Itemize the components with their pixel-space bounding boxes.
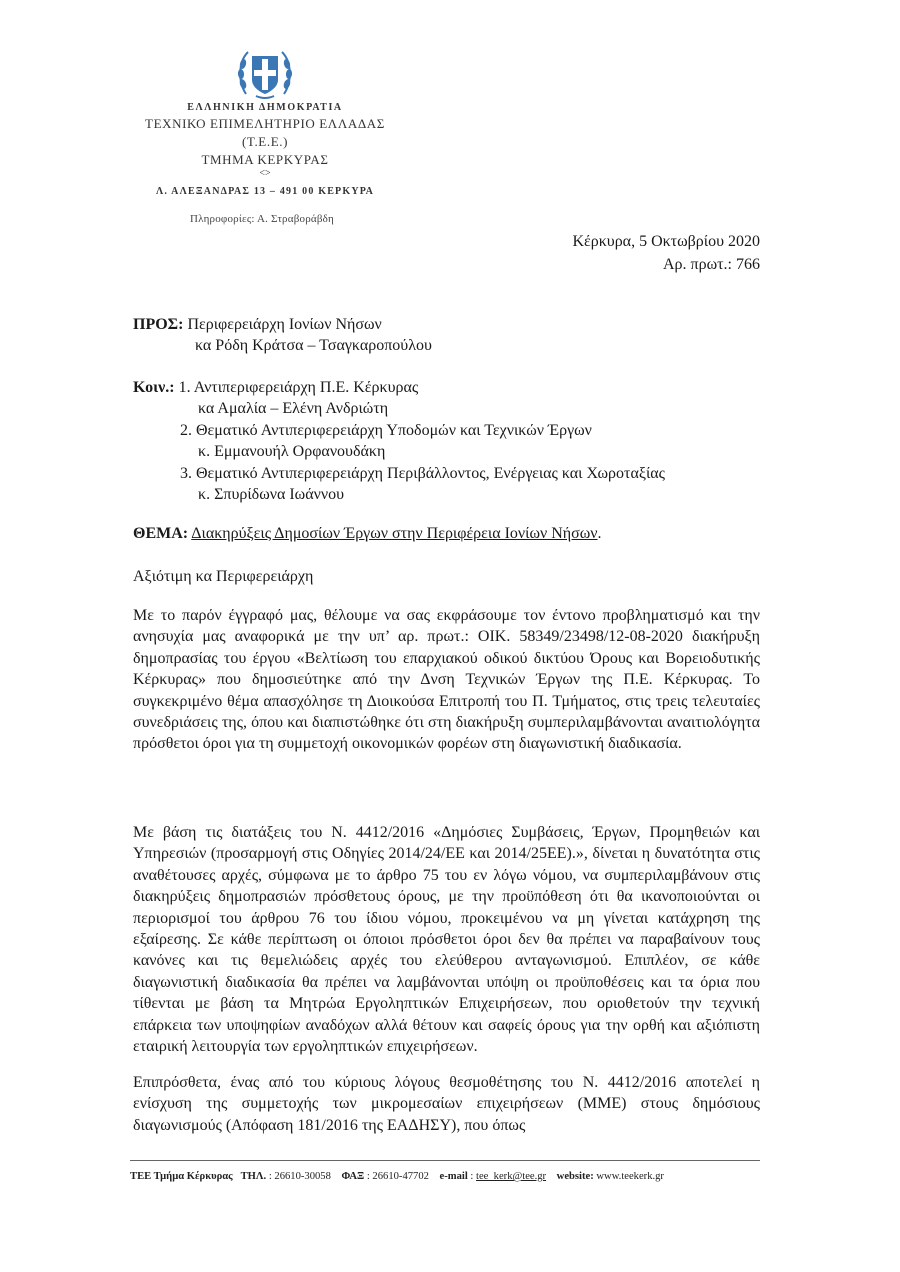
cc-item-number: 1. xyxy=(178,379,191,396)
footer-fax: : 26610-47702 xyxy=(366,1171,429,1182)
footer-fax-label: ΦΑΞ xyxy=(341,1171,365,1182)
cc-label: Κοιν.: xyxy=(133,379,175,396)
footer-email-link[interactable]: tee_kerk@tee.gr xyxy=(476,1171,547,1182)
footer-divider xyxy=(130,1160,760,1161)
cc-item-title: Αντιπεριφερειάρχη Π.Ε. Κέρκυρας xyxy=(193,379,419,396)
date-block xyxy=(572,230,760,276)
cc-item-name: κα Αμαλία – Ελένη Ανδριώτη xyxy=(198,400,389,418)
recipient-name: κα Ρόδη Κράτσα – Τσαγκαροπούλου xyxy=(195,337,432,355)
recipient-block xyxy=(133,314,760,357)
address: Λ. ΑΛΕΞΑΝΔΡΑΣ 13 – 491 00 ΚΕΡΚΥΡΑ xyxy=(155,186,375,197)
department-name: ΤΜΗΜΑ ΚΕΡΚΥΡΑΣ xyxy=(201,152,329,167)
subject-end: . xyxy=(597,525,602,542)
coat-of-arms-icon xyxy=(236,44,294,102)
footer-org: ΤΕΕ Τμήμα Κέρκυρας xyxy=(130,1171,233,1182)
footer-web-link[interactable]: www.teekerk.gr xyxy=(596,1171,664,1182)
subject-block xyxy=(133,523,760,544)
salutation: Αξιότιμη κα Περιφερειάρχη xyxy=(133,568,314,585)
footer-tel: : 26610-30058 xyxy=(268,1171,331,1182)
ornament: <> xyxy=(259,168,271,179)
recipient-title: Περιφερειάρχη Ιονίων Νήσων xyxy=(187,316,382,333)
cc-block xyxy=(133,377,760,505)
paragraph: Με το παρόν έγγραφό μας, θέλουμε να σας εκφράσουμε τον έντονο προβληματισμό και την ανησυχία μας αναφορικά με την υπ’ αρ. πρωτ.: ΟΙΚ. 58349/23498/12-08-2020 διακήρυξη δημοπρασίας του έργου «Βελτίωση του επαρχιακού οδικού δικτύου Όρους και Βορειοδυτικής Κέρκυρας» που δημοσιεύτηκε από την Δνση Τεχνικών Έργων της Π.Ε. Κέρκυρας. Το συγκεκριμένο θέμα απασχόλησε τη Διοικούσα Επιτροπή του Π. Τμήματος, στις τρεις τελευταίες συνεδριάσεις της, όπου και διαπιστώθηκε ότι στη διακήρυξη συμπεριλαμβάνονται αναιτιολόγητα πρόσθετοι όροι για τη συμμετοχή οικονομικών φορέων στη διαγωνιστική διαδικασία. xyxy=(133,607,760,753)
subject-text: Διακηρύξεις Δημοσίων Έργων στην Περιφέρεια Ιονίων Νήσων xyxy=(191,525,598,542)
paragraph: Επιπρόσθετα, ένας από του κύριους λόγους θεσμοθέτησης του Ν. 4412/2016 αποτελεί η ενίσχυση της συμμετοχής των μικρομεσαίων επιχειρήσεων (ΜΜΕ) στους δημόσιους διαγωνισμούς (Απόφαση 181/2016 της ΕΑΔΗΣΥ), που όπως xyxy=(133,1074,760,1134)
info-contact: Πληροφορίες: Α. Στραβοράβδη xyxy=(190,213,334,225)
cc-item-name: κ. Σπυρίδωνα Ιωάννου xyxy=(198,486,344,504)
footer-email-label: e-mail xyxy=(439,1171,468,1182)
protocol-number: Αρ. πρωτ.: 766 xyxy=(662,256,760,273)
cc-item-title: Θεματικό Αντιπεριφερειάρχη Υποδομών και Τεχνικών Έργων xyxy=(196,421,592,439)
paragraph: Με βάση τις διατάξεις του Ν. 4412/2016 «Δημόσιες Συμβάσεις, Έργων, Προμηθειών και Υπηρεσιών (προσαρμογή στις Οδηγίες 2014/24/ΕΕ και 2014/25ΕΕ).», δίνεται η δυνατότητα στις αναθέτουσες αρχές, σύμφωνα με το άρθρο 75 του εν λόγω νόμου, να συμπεριλαμβάνουν στις διακηρύξεις δημοπρασιών πρόσθετους όρους, με την προϋπόθεση ότι θα ικανοποιούνται οι περιορισμοί του άρθρου 76 του ίδιου νόμου, προκειμένου να μη γίνεται κατάχρηση της εξαίρεσης. Σε κάθε περίπτωση οι όποιοι πρόσθετοι όροι δεν θα πρέπει να παραβαίνουν τους κανόνες και τις θεμελιώδεις αρχές του ελεύθερου ανταγωνισμού. Επιπλέον, σε κάθε διαγωνιστική διαδικασία θα πρέπει να λαμβάνονται υπόψη οι προϋποθέσεις και τα όρια που τίθενται με βάση τα Μητρώα Εργοληπτικών Επιχειρήσεων, που οριοθετούν την τεχνική επάρκεια των υποψηφίων αναδόχων αλλά θέτουν και σαφείς όρους για την ορθή και αξιόπιστη εταιρική λειτουργία των εργοληπτικών επιχειρήσεων. xyxy=(133,824,760,1056)
chamber-abbreviation: (Τ.Ε.Ε.) xyxy=(241,134,289,149)
chamber-name: ΤΕΧΝΙΚΟ ΕΠΙΜΕΛΗΤΗΡΙΟ ΕΛΛΑΔΑΣ xyxy=(145,116,385,131)
subject-label: ΘΕΜΑ: xyxy=(133,525,189,542)
recipient-label: ΠΡΟΣ: xyxy=(133,316,184,333)
cc-item-name: κ. Εμμανουήλ Ορφανουδάκη xyxy=(198,443,386,461)
footer-web-label: website: xyxy=(556,1171,594,1182)
footer: ΤΕΕ Τμήμα Κέρκυρας ΤΗΛ. : 26610-30058 ΦΑΞ : 26610-47702 e-mail : tee_kerk@tee.gr website: www.teekerk.gr xyxy=(130,1171,664,1182)
footer-tel-label: ΤΗΛ. xyxy=(240,1171,267,1182)
cc-item-title: Θεματικό Αντιπεριφερειάρχη Περιβάλλοντος, Ενέργειας και Χωροταξίας xyxy=(196,464,665,482)
letter-date: Κέρκυρα, 5 Οκτωβρίου 2020 xyxy=(572,233,760,250)
cc-item-number: 3. xyxy=(180,464,192,482)
country-name: ΕΛΛΗΝΙΚΗ ΔΗΜΟΚΡΑΤΙΑ xyxy=(187,102,343,113)
cc-item-number: 2. xyxy=(180,421,192,439)
